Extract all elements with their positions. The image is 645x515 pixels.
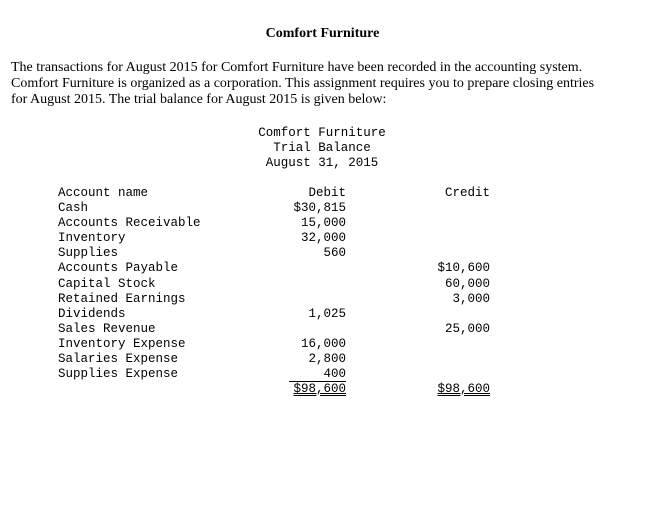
account-name: Accounts Receivable bbox=[58, 216, 201, 231]
table-row bbox=[58, 367, 498, 382]
debit-amount: 16,000 bbox=[300, 336, 346, 351]
account-name: Supplies bbox=[58, 246, 119, 261]
debit-amount: 400 bbox=[323, 367, 346, 382]
table-row bbox=[58, 337, 498, 352]
account-name: Cash bbox=[58, 201, 89, 216]
account-name: Inventory Expense bbox=[58, 336, 186, 351]
table-row bbox=[58, 216, 498, 231]
debit-amount: 2,800 bbox=[308, 352, 346, 367]
credit-total: $98,600 bbox=[437, 382, 490, 397]
totals-row bbox=[58, 382, 498, 397]
account-name: Retained Earnings bbox=[58, 291, 186, 306]
debit-amount: 1,025 bbox=[308, 306, 346, 321]
table-row bbox=[58, 246, 498, 261]
table-row bbox=[58, 322, 498, 337]
document-title: Comfort Furniture bbox=[265, 26, 380, 41]
credit-header: Credit bbox=[444, 186, 490, 200]
credit-amount: 25,000 bbox=[444, 321, 490, 336]
table-row bbox=[58, 307, 498, 322]
debit-amount: 560 bbox=[323, 246, 346, 261]
table-row bbox=[58, 231, 498, 246]
intro-paragraph bbox=[11, 60, 636, 108]
tb-date: August 31, 2015 bbox=[265, 156, 379, 170]
debit-amount: 15,000 bbox=[300, 216, 346, 231]
table-row bbox=[58, 261, 498, 276]
account-name: Accounts Payable bbox=[58, 261, 179, 276]
table-row bbox=[58, 352, 498, 367]
credit-amount: 3,000 bbox=[452, 291, 490, 306]
account-name: Inventory bbox=[58, 231, 126, 246]
debit-total: $98,600 bbox=[293, 382, 346, 397]
account-name: Supplies Expense bbox=[58, 367, 179, 382]
account-name: Dividends bbox=[58, 306, 126, 321]
tb-statement-name: Trial Balance bbox=[273, 141, 371, 155]
intro-line: Comfort Furniture is organized as a corporation. This assignment requires you to prepare closing entries bbox=[11, 76, 595, 91]
tb-company-name: Comfort Furniture bbox=[258, 126, 386, 140]
table-row bbox=[58, 292, 498, 307]
account-name-header: Account name bbox=[58, 186, 149, 200]
table-row bbox=[58, 201, 498, 216]
account-name: Sales Revenue bbox=[58, 321, 156, 336]
debit-header: Debit bbox=[308, 186, 346, 200]
credit-amount: $10,600 bbox=[437, 261, 490, 276]
credit-amount: 60,000 bbox=[444, 276, 490, 291]
table-header-row bbox=[58, 186, 498, 201]
account-name: Salaries Expense bbox=[58, 352, 179, 367]
trial-balance-table bbox=[58, 186, 498, 397]
intro-line: for August 2015. The trial balance for August 2015 is given below: bbox=[11, 92, 387, 107]
table-row bbox=[58, 277, 498, 292]
debit-amount: $30,815 bbox=[293, 201, 346, 216]
account-name: Capital Stock bbox=[58, 276, 156, 291]
debit-amount: 32,000 bbox=[300, 231, 346, 246]
intro-line: The transactions for August 2015 for Comfort Furniture have been recorded in the accounting system. bbox=[11, 60, 583, 75]
